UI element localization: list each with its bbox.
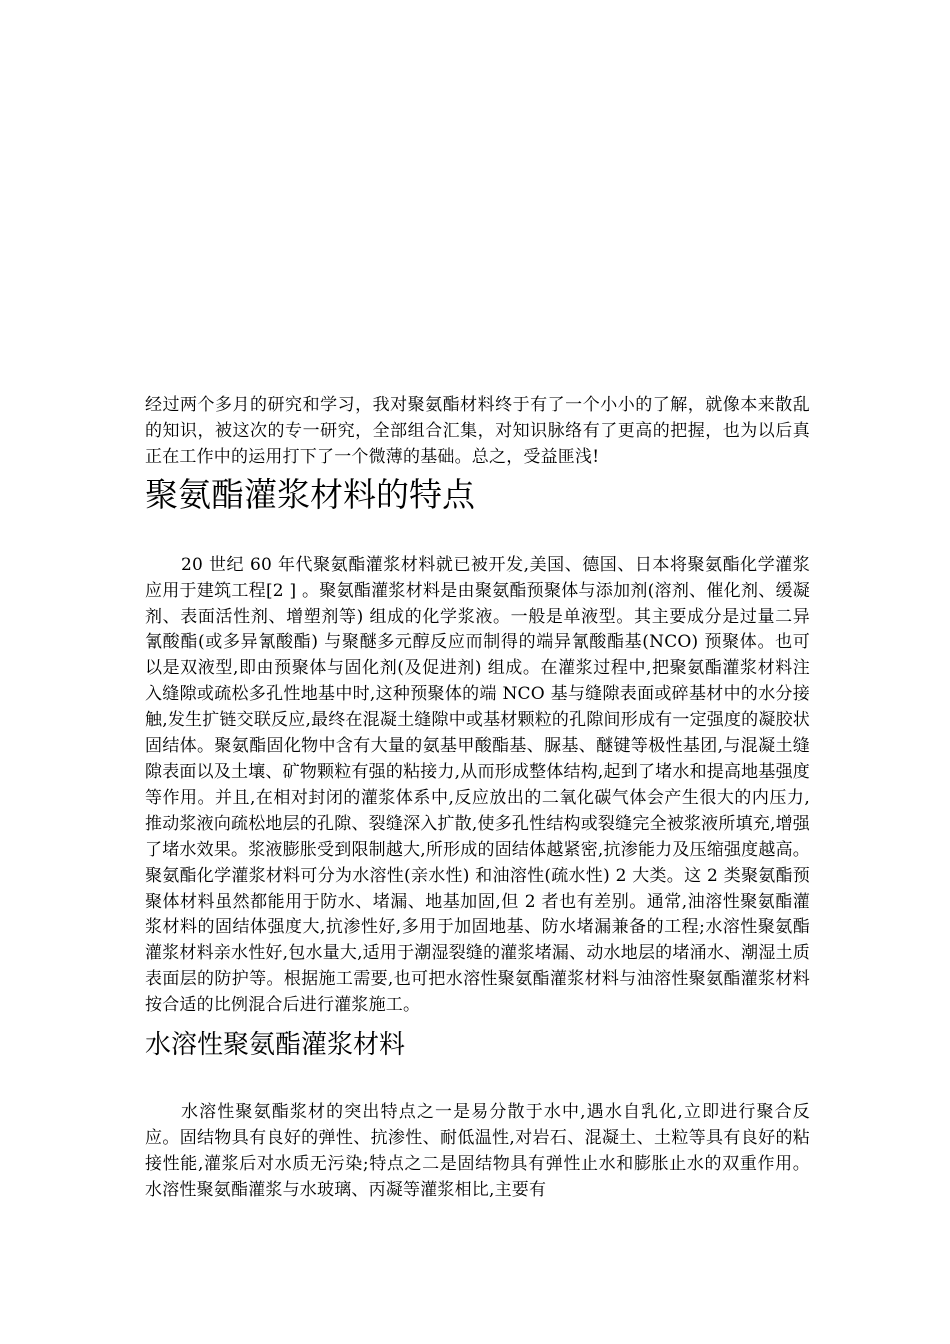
- intro-paragraph: 经过两个多月的研究和学习，我对聚氨酯材料终于有了一个小小的了解，就像本来散乱的知识，被这次的专一研究，全部组合汇集，对知识脉络有了更高的把握，也为以后真正在工作中的运用打下了一个微薄的基础。总之，受益匪浅!: [145, 395, 810, 467]
- spacer: [145, 1063, 810, 1100]
- document-page: [145, 393, 810, 1204]
- characteristics-paragraph: 20 世纪 60 年代聚氨酯灌浆材料就已被开发,美国、德国、日本将聚氨酯化学灌浆应用于建筑工程[2 ] 。聚氨酯灌浆材料是由聚氨酯预聚体与添加剂(溶剂、催化剂、缓凝剂、表面活性剂、增塑剂等) 组成的化学浆液。一般是单液型。其主要成分是过量二异氰酸酯(或多异氰酸酯) 与聚醚多元醇反应而制得的端异氰酸酯基(NCO) 预聚体。也可以是双液型,即由预聚体与固化剂(及促进剂) 组成。在灌浆过程中,把聚氨酯灌浆材料注入缝隙或疏松多孔性地基中时,这种预聚体的端 NCO 基与缝隙表面或碎基材中的水分接触,发生扩链交联反应,最终在混凝土缝隙中或基材颗粒的孔隙间形成有一定强度的凝胶状固结体。聚氨酯固化物中含有大量的氨基甲酸酯基、脲基、醚键等极性基团,与混凝土缝隙表面以及土壤、矿物颗粒有强的粘接力,从而形成整体结构,起到了堵水和提高地基强度等作用。并且,在相对封闭的灌浆体系中,反应放出的二氧化碳气体会产生很大的内压力,推动浆液向疏松地层的孔隙、裂缝深入扩散,使多孔性结构或裂缝完全被浆液所填充,增强了堵水效果。浆液膨胀受到限制越大,所形成的固结体越紧密,抗渗能力及压缩强度越高。聚氨酯化学灌浆材料可分为水溶性(亲水性) 和油溶性(疏水性) 2 大类。这 2 类聚氨酯预聚体材料虽然都能用于防水、堵漏、地基加固,但 2 者也有差别。通常,油溶性聚氨酯灌浆材料的固结体强度大,抗渗性好,多用于加固地基、防水堵漏兼备的工程;水溶性聚氨酯灌浆材料亲水性好,包水量大,适用于潮湿裂缝的灌浆堵漏、动水地层的堵涌水、潮湿土质表面层的防护等。根据施工需要,也可把水溶性聚氨酯灌浆材料与油溶性聚氨酯灌浆材料按合适的比例混合后进行灌浆施工。: [145, 554, 810, 1016]
- water-soluble-paragraph: 水溶性聚氨酯浆材的突出特点之一是易分散于水中,遇水自乳化,立即进行聚合反应。固结物具有良好的弹性、抗渗性、耐低温性,对岩石、混凝土、土粒等具有良好的粘接性能,灌浆后对水质无污染;特点之二是固结物具有弹性止水和膨胀止水的双重作用。水溶性聚氨酯灌浆与水玻璃、丙凝等灌浆相比,主要有: [145, 1102, 810, 1200]
- section-heading-characteristics: 聚氨酯灌浆材料的特点: [145, 474, 475, 514]
- section-heading-water-soluble: 水溶性聚氨酯灌浆材料: [145, 1030, 406, 1061]
- spacer: [145, 1019, 810, 1027]
- spacer: [145, 517, 810, 553]
